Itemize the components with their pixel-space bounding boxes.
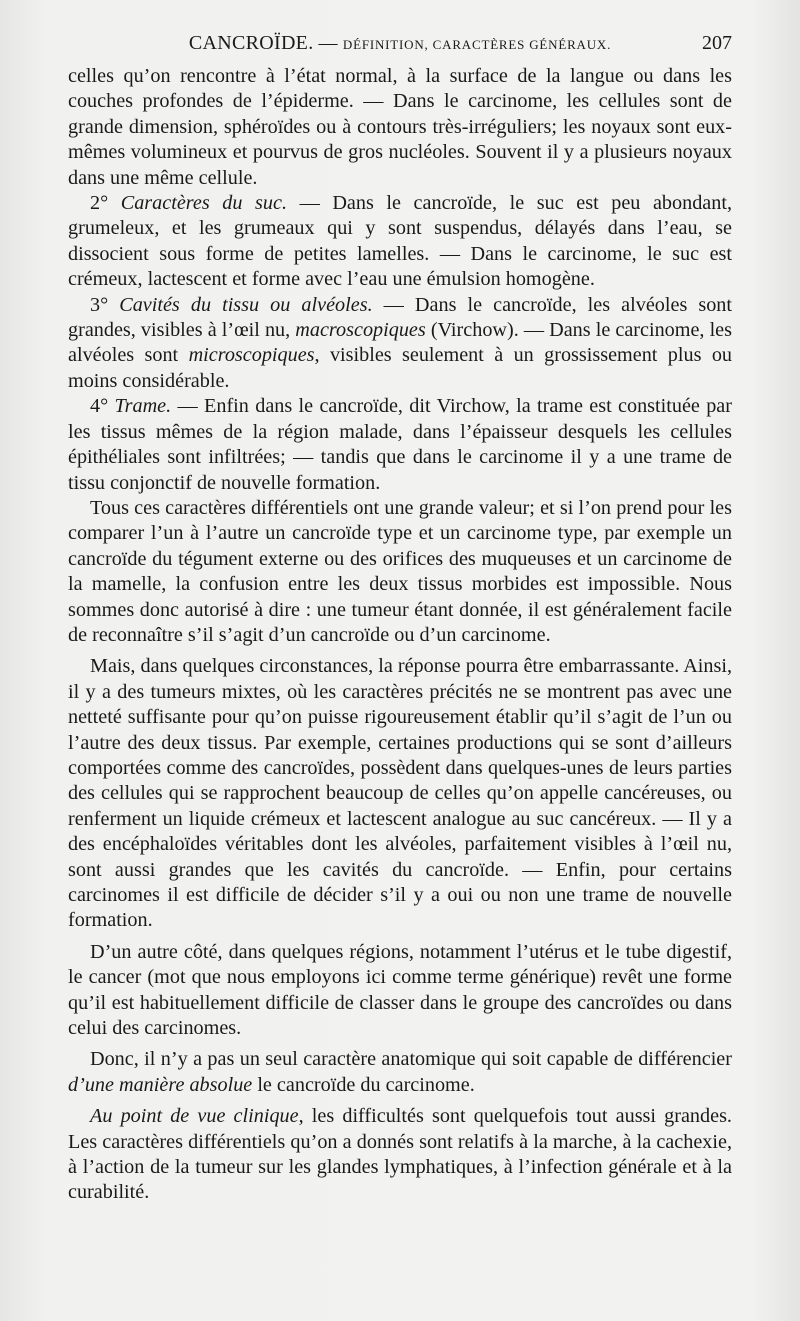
running-title-dash: — (313, 33, 343, 54)
paragraph (68, 496, 732, 648)
italic-text: Trame. (114, 395, 172, 418)
body-text (68, 64, 732, 1206)
italic-text: Caractères du suc. (120, 192, 288, 215)
paragraph (68, 1047, 732, 1098)
italic-text: Cavités du tissu ou alvéoles. (119, 293, 373, 316)
paragraph-text: , les difficultés sont quelquefois tout aussi grandes. Les caractères différentiels qu’on a donnés sont relatifs à la marche, à la cachexie, à l’action de la tumeur sur les glandes lymphatiques, à l’infection générale et à la curabilité. (68, 1105, 732, 1204)
paragraph-text: , visibles seulement à un grossissement plus ou moins considérable. (68, 344, 733, 392)
page-number: 207 (702, 32, 732, 54)
paragraph (68, 64, 732, 191)
paragraph-text: 3° (90, 293, 120, 316)
paragraph-text: 2° (90, 192, 121, 215)
paragraph (68, 1104, 732, 1206)
running-title-sub: DÉFINITION, CARACTÈRES GÉNÉRAUX. (342, 37, 612, 52)
running-header (68, 32, 732, 58)
paragraph-text: Tous ces caractères différentiels ont une grande valeur; et si l’on prend pour les comparer l’un à l’autre un cancroïde type et un carcinome type, par exemple un cancroïde du tégument externe ou des orifices des muqueuses et un carcinome de la mamelle, la confusion entre les deux tissus morbides est impossible. Nous sommes donc autorisé à dire : une tumeur étant donnée, il est généralement facile de reconnaître s’il s’agit d’un cancroïde ou d’un carcinome. (68, 496, 732, 646)
paragraph-text: Donc, il n’y a pas un seul caractère anatomique qui soit capable de différencier (90, 1048, 732, 1071)
paragraph-text: — Enfin dans le cancroïde, dit Virchow, la trame est constituée par les tissus mêmes de la région malade, dans l’épaisseur desquels les cellules épithéliales sont infiltrées; — tandis que dans le carcinome il y a une trame de tissu conjonctif de nouvelle formation. (68, 395, 732, 494)
paragraph-text: — Dans le cancroïde, les alvéoles sont grandes, visibles à l’œil nu, (68, 293, 733, 342)
paragraph (68, 654, 732, 933)
paragraph-text: (Virchow). — Dans le carcinome, les alvéoles sont (68, 319, 732, 367)
italic-text: microscopiques (188, 344, 315, 367)
italic-text: Au point de vue clinique (90, 1105, 299, 1128)
paragraph (68, 940, 732, 1042)
paragraph-text: le cancroïde du carcinome. (252, 1073, 475, 1096)
paragraph (68, 293, 732, 395)
italic-text: macroscopiques (295, 319, 426, 342)
paragraph (68, 394, 732, 496)
running-title (68, 32, 732, 55)
paragraph-text: Mais, dans quelques circonstances, la réponse pourra être embarrassante. Ainsi, il y a des tumeurs mixtes, où les caractères précités ne se montrent pas avec une netteté suffisante pour qu’on puisse rigoureusement établir qu’il s’agit de l’un ou l’autre des deux tissus. Par exemple, certaines productions qui se sont d’ailleurs comportées comme des cancroïdes, possèdent dans quelques-unes de leurs parties des cellules qui se rapprochent beaucoup de celles qu’on appelle cancéreuses, ou renferment un liquide crémeux et lactescent analogue au suc cancéreux. — Il y a des encéphaloïdes véritables dont les alvéoles, parfaitement visibles à l’œil nu, sont aussi grandes que les cavités du cancroïde. — Enfin, pour certains carcinomes il est difficile de décider s’il y a oui ou non une trame de nouvelle formation. (68, 655, 732, 932)
paragraph-text: — Dans le cancroïde, le suc est peu abondant, grumeleux, et les grumeaux qui y sont suspendus, délayés dans l’eau, se dissocient sous forme de petites lamelles. — Dans le carcinome, le suc est crémeux, lactescent et forme avec l’eau une émulsion homogène. (68, 192, 733, 291)
paragraph-text: celles qu’on rencontre à l’état normal, à la surface de la langue ou dans les couches profondes de l’épiderme. — Dans le carcinome, les cellules sont de grande dimension, sphéroïdes ou à contours très-irréguliers; les noyaux sont eux-mêmes volumineux et pourvus de gros nucléoles. Souvent il y a plusieurs noyaux dans une même cellule. (68, 65, 732, 189)
running-title-main: CANCROÏDE. (188, 32, 314, 54)
italic-text: d’une manière absolue (68, 1073, 253, 1096)
paragraph (68, 191, 732, 293)
paragraph-text: D’un autre côté, dans quelques régions, notamment l’utérus et le tube digestif, le cancer (mot que nous employons ici comme terme générique) revêt une forme qu’il est habituellement difficile de classer dans le groupe des cancroïdes ou dans celui des carcinomes. (68, 940, 732, 1040)
paragraph-text: 4° (90, 395, 115, 418)
